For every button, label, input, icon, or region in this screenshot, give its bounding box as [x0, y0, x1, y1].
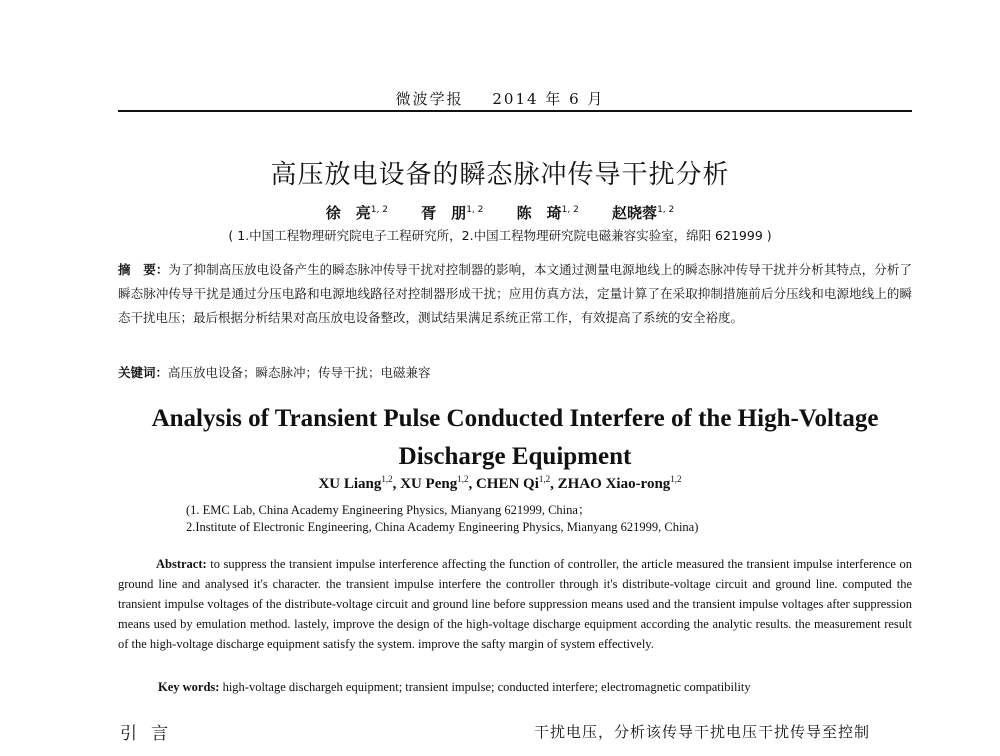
chinese-affiliation: ( 1.中国工程物理研究院电子工程研究所，2.中国工程物理研究院电磁兼容实验室，绵阳 621999 ) — [228, 228, 772, 243]
author: 陈 琦$^{1, 2}$ — [516, 204, 579, 222]
section-heading-introduction: 引言 — [120, 724, 182, 744]
chinese-keywords-label: 关键词： — [118, 365, 169, 380]
english-abstract-label: Abstract: — [156, 557, 207, 571]
author: XU Liang$^{1,2}$ — [318, 474, 393, 492]
english-affiliation-1: (1. EMC Lab, China Academy Engineering Physics, Mianyang 621999, China； — [186, 503, 591, 517]
author: 徐 亮$^{1, 2}$ — [325, 204, 388, 222]
author: 胥 朋$^{1, 2}$ — [421, 204, 484, 222]
running-header — [0, 88, 1000, 109]
english-title: Analysis of Transient Pulse Conducted Interfere of the High-Voltage Discharge Equipment — [151, 405, 879, 470]
chinese-authors — [0, 202, 1000, 223]
english-keywords-label: Key words: — [158, 680, 220, 694]
chinese-abstract-label: 摘 要： — [118, 262, 169, 277]
author: CHEN Qi$^{1,2}$ — [475, 474, 551, 492]
header-rule — [118, 110, 912, 112]
journal-name: 微波学报 — [395, 90, 464, 108]
english-authors: XU Liang$^{1,2}$, XU Peng$^{1,2}$, CHEN Qi$^{1,2}$, ZHAO Xiao-rong$^{1,2}$ — [318, 474, 682, 492]
author: 赵晓蓉$^{1, 2}$ — [612, 204, 675, 222]
english-abstract — [118, 554, 912, 654]
english-keywords — [158, 680, 912, 695]
chinese-abstract — [118, 258, 912, 330]
chinese-keywords — [118, 363, 912, 381]
chinese-title: 高压放电设备的瞬态脉冲传导干扰分析 — [270, 160, 730, 190]
body-text-column: 干扰电压，分析该传导干扰电压干扰传导至控制 — [534, 723, 871, 741]
english-abstract-text: to suppress the transient impulse interference affecting the function of controller, the article measured the transient impulse interference on ground line and analysed it's character. the transient impulse interfere the controller through it's distribute-voltage circuit and ground line. computed the transient impulse voltages of the distribute-voltage circuit and ground line before suppression means used and the transient impulse voltages after suppression means used by emulation method. lastely, improve the design of the high-voltage discharge equipment according the analytic results. the measurement result of the high-voltage discharge equipment satisfy the system. improve the safty margin of system effectively. — [118, 557, 912, 651]
chinese-keywords-text: 高压放电设备；瞬态脉冲；传导干扰；电磁兼容 — [168, 365, 431, 380]
author: ZHAO Xiao-rong$^{1,2}$ — [557, 474, 682, 492]
issue-date: 2014 年 6 月 — [492, 90, 605, 108]
chinese-abstract-text: 为了抑制高压放电设备产生的瞬态脉冲传导干扰对控制器的影响，本文通过测量电源地线上的瞬态脉冲传导干扰并分析其特点，分析了瞬态脉冲传导干扰是通过分压电路和电源地线路径对控制器形成干扰；应用仿真方法，定量计算了在采取抑制措施前后分压线和电源地线上的瞬态干扰电压；最后根据分析结果对高压放电设备整改，测试结果满足系统正常工作，有效提高了系统的安全裕度。 — [118, 262, 912, 325]
english-keywords-text: high-voltage dischargeh equipment; transient impulse; conducted interfere; electromagnetic compatibility — [222, 680, 751, 694]
author: XU Peng$^{1,2}$ — [400, 474, 469, 492]
english-affiliation-2: 2.Institute of Electronic Engineering, China Academy Engineering Physics, Mianyang 621999, China) — [186, 520, 699, 534]
